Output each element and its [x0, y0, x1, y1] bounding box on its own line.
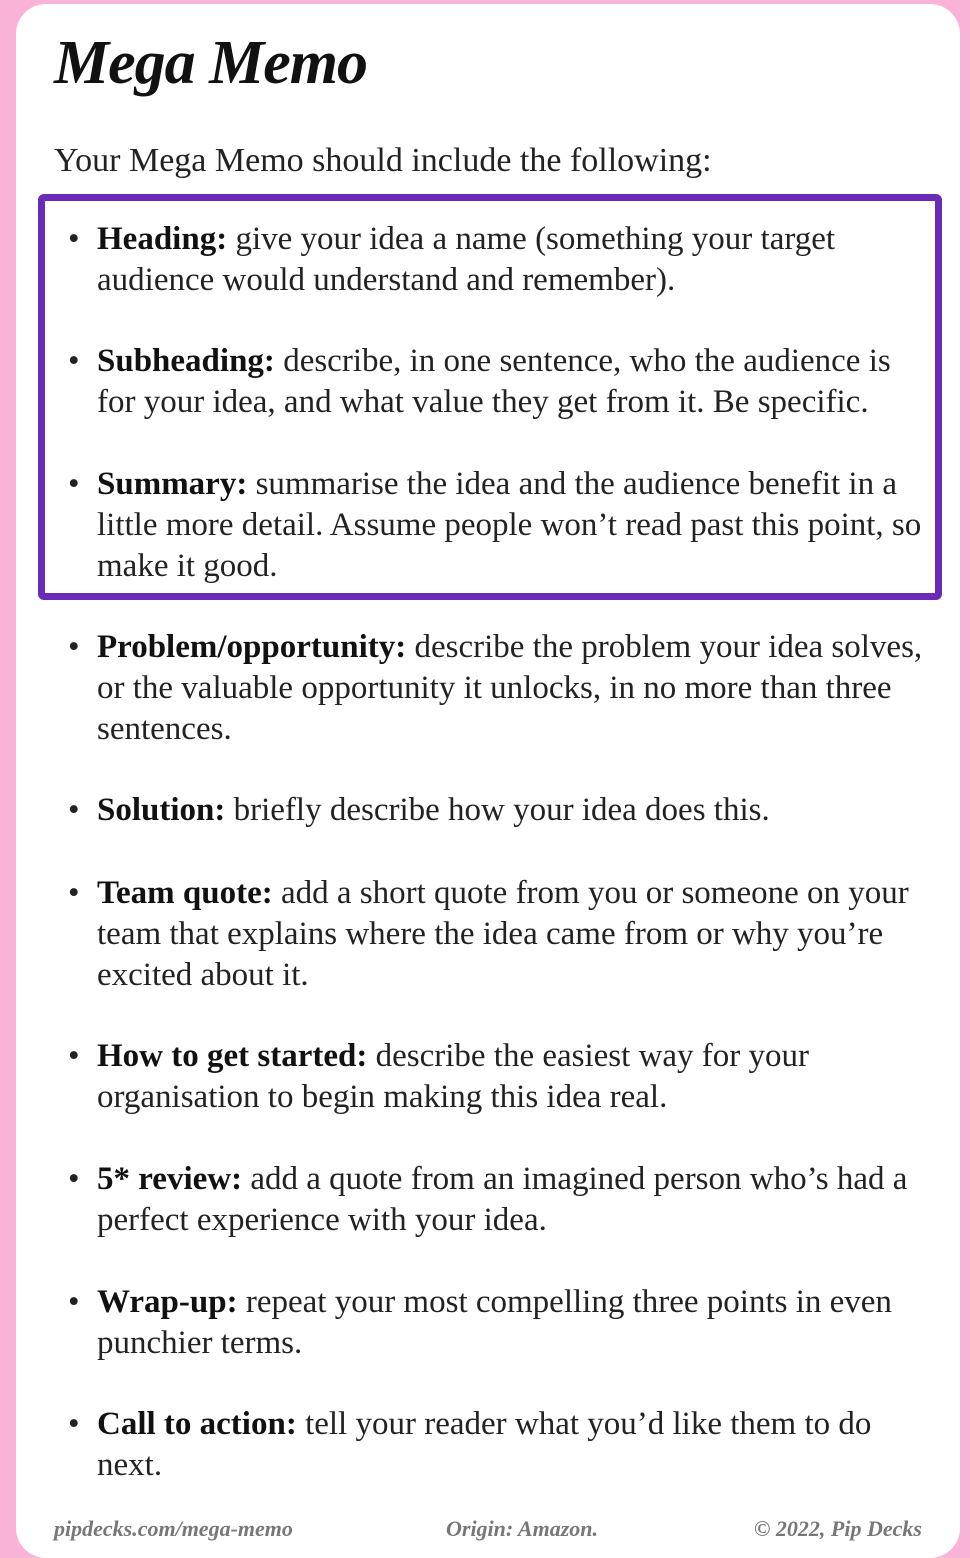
list-item-call-to-action: [68, 1404, 927, 1486]
footer-copyright: © 2022, Pip Decks: [754, 1516, 922, 1541]
page-title: Mega Memo: [54, 29, 368, 97]
intro-text: Your Mega Memo should include the following:: [54, 142, 712, 179]
item-text: summarise the idea and the audience benefit in a little more detail. Assume people won’t read past this point, so make it good.: [97, 466, 922, 584]
list-item-get-started: [68, 1036, 927, 1118]
bullet-icon: •: [68, 1406, 80, 1442]
item-text: briefly describe how your idea does this.: [225, 792, 770, 828]
item-text: tell your reader what you’d like them to do next.: [97, 1406, 872, 1483]
item-text: add a quote from an imagined person who’s had a perfect experience with your idea.: [97, 1161, 908, 1238]
item-term: Wrap-up:: [97, 1284, 238, 1320]
list-item-team-quote: [68, 873, 927, 996]
list-item-subheading: [68, 341, 927, 423]
item-term: Heading:: [97, 221, 228, 257]
memo-items-list: [16, 4, 960, 1558]
list-item-review: [68, 1159, 927, 1241]
list-item-wrap-up: [68, 1282, 927, 1364]
list-item-heading: [68, 219, 927, 301]
bullet-icon: •: [68, 221, 80, 257]
bullet-icon: •: [68, 1161, 80, 1197]
item-text: repeat your most compelling three points in even punchier terms.: [97, 1284, 892, 1361]
bullet-icon: •: [68, 875, 80, 911]
memo-card: [16, 4, 960, 1558]
bullet-icon: •: [68, 343, 80, 379]
item-text: add a short quote from you or someone on your team that explains where the idea came from or why you’re excited about it.: [97, 875, 909, 993]
item-term: Team quote:: [97, 875, 273, 911]
item-term: 5* review:: [97, 1161, 243, 1197]
bullet-icon: •: [68, 1284, 80, 1320]
bullet-icon: •: [68, 466, 80, 502]
item-term: Summary:: [97, 466, 248, 502]
footer-origin: Origin: Amazon.: [446, 1516, 599, 1541]
list-item-problem: [68, 627, 927, 750]
item-text: describe the easiest way for your organisation to begin making this idea real.: [97, 1038, 810, 1115]
list-item-solution: [68, 790, 927, 831]
list-item-summary: [68, 464, 927, 587]
footer-url: pipdecks.com/mega-memo: [54, 1516, 293, 1541]
item-text: describe, in one sentence, who the audience is for your idea, and what value they get from it. Be specific.: [97, 343, 891, 420]
item-term: Subheading:: [97, 343, 275, 379]
item-term: Solution:: [97, 792, 226, 828]
bullet-icon: •: [68, 792, 80, 828]
item-text: describe the problem your idea solves, or the valuable opportunity it unlocks, in no more than three sentences.: [97, 629, 923, 747]
item-term: How to get started:: [97, 1038, 368, 1074]
bullet-icon: •: [68, 1038, 80, 1074]
item-term: Call to action:: [97, 1406, 297, 1442]
item-text: give your idea a name (something your target audience would understand and remember).: [97, 221, 836, 298]
bullet-icon: •: [68, 629, 80, 665]
item-term: Problem/opportunity:: [97, 629, 407, 665]
